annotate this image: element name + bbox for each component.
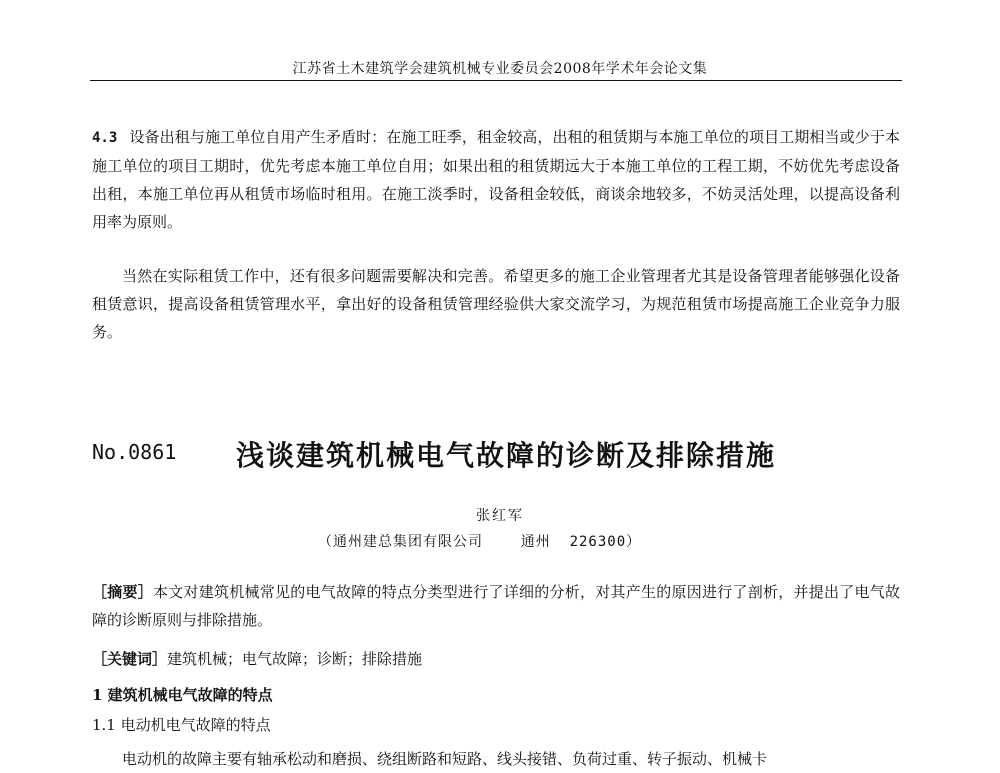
author-affiliation: （通州建总集团有限公司 通州 226300） bbox=[318, 534, 642, 550]
section-heading-1: 1 建筑机械电气故障的特点 bbox=[92, 686, 273, 704]
prev-paragraph-4-3 bbox=[92, 123, 900, 236]
body-text-cut: 电动机的故障主要有轴承松动和磨损、绕组断路和短路、线头接错、负荷过重、转子振动、机械卡 bbox=[122, 750, 768, 768]
section-number: 4.3 bbox=[92, 130, 118, 146]
running-header: 江苏省土木建筑学会建筑机械专业委员会2008年学术年会论文集 bbox=[292, 61, 708, 77]
prev-paragraph-conclusion: 当然在实际租赁工作中，还有很多问题需要解决和完善。希望更多的施工企业管理者尤其是设备管理者能够强化设备租赁意识，提高设备租赁管理水平，拿出好的设备租赁管理经验供大家交流学习，为规范租赁市场提高施工企业竞争力服务。 bbox=[92, 267, 900, 341]
keywords-label: ［关键词］ bbox=[92, 650, 168, 668]
abstract bbox=[92, 578, 900, 634]
abstract-label: ［摘要］ bbox=[92, 583, 153, 601]
article-title: 浅谈建筑机械电气故障的诊断及排除措施 bbox=[236, 439, 777, 472]
paragraph-text: 设备出租与施工单位自用产生矛盾时：在施工旺季，租金较高，出租的租赁期与本施工单位的项目工期相当或少于本施工单位的项目工期时，优先考虑本施工单位自用；如果出租的租赁期远大于本施工单位的工程工期，不妨优先考虑设备出租，本施工单位再从租赁市场临时租用。在施工淡季时，设备租金较低，商谈余地较多，不妨灵活处理，以提高设备利用率为原则。 bbox=[92, 128, 900, 231]
header-rule bbox=[90, 80, 902, 81]
section-heading-1-1: 1.1 电动机电气故障的特点 bbox=[92, 716, 271, 734]
author-name: 张红军 bbox=[476, 508, 524, 524]
keywords-text: 建筑机械；电气故障；诊断；排除措施 bbox=[167, 650, 423, 668]
keywords bbox=[92, 645, 422, 673]
article-number: No.0861 bbox=[92, 440, 177, 464]
abstract-text: 本文对建筑机械常见的电气故障的特点分类型进行了详细的分析，对其产生的原因进行了剖析，并提出了电气故障的诊断原则与排除措施。 bbox=[92, 583, 900, 629]
